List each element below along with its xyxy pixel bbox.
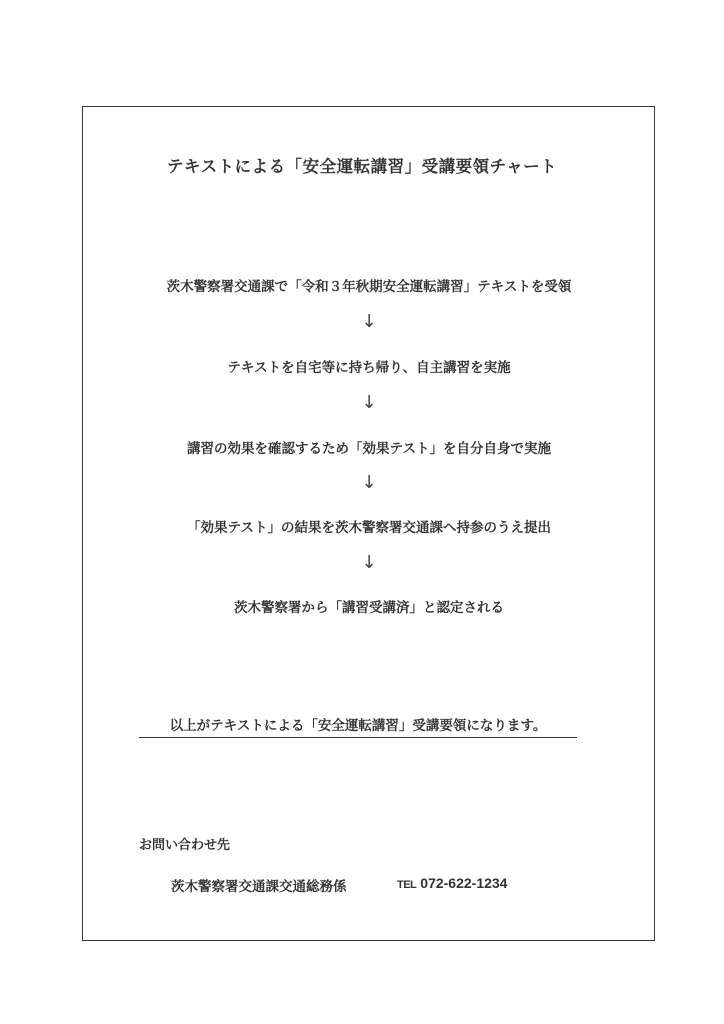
contact-heading: お問い合わせ先: [139, 838, 231, 853]
contact-organization: 茨木警察署交通課交通総務係: [171, 879, 347, 895]
tel-label: TEL: [397, 879, 417, 891]
document-title: テキストによる「安全運転講習」受講要領チャート: [166, 157, 558, 176]
closing-statement: 以上がテキストによる「安全運転講習」受講要領になります。: [139, 714, 577, 738]
down-arrow-icon: ↓: [361, 311, 377, 332]
flow-step-2: テキストを自宅等に持ち帰り、自主講習を実施: [227, 360, 511, 376]
flow-step-5: 茨木警察署から「講習受講済」と認定される: [234, 600, 504, 616]
contact-info: [171, 875, 508, 895]
down-arrow-icon: ↓: [361, 552, 377, 573]
flow-step-1: 茨木警察署交通課で「令和３年秋期安全運転講習」テキストを受領: [166, 279, 572, 295]
tel-number: 072-622-1234: [420, 875, 508, 891]
flow-step-4: 「効果テスト」の結果を茨木警察署交通課へ持参のうえ提出: [187, 520, 551, 536]
down-arrow-icon: ↓: [361, 472, 377, 493]
contact-telephone: [397, 875, 507, 892]
down-arrow-icon: ↓: [361, 392, 377, 413]
flow-step-3: 講習の効果を確認するため「効果テスト」を自分自身で実施: [187, 441, 551, 457]
